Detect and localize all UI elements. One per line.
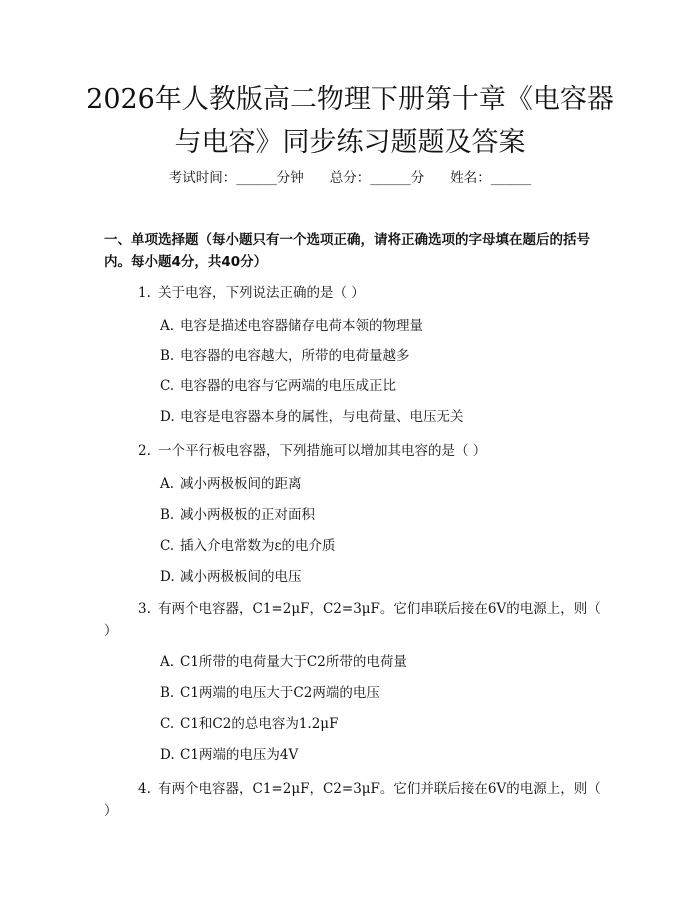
question-number: 2.	[138, 443, 151, 459]
question-number: 4.	[138, 781, 151, 797]
question-2	[104, 440, 604, 462]
question-stem: 关于电容，下列说法正确的是（ ）	[158, 285, 365, 301]
question-2-option-d: D. 减小两极板间的电压	[160, 569, 302, 585]
question-number: 1.	[138, 285, 151, 301]
question-number: 3.	[138, 601, 151, 617]
question-1-option-a: A. 电容是描述电容器储存电荷本领的物理量	[160, 318, 423, 334]
question-1-option-b: B. 电容器的电容越大，所带的电荷量越多	[160, 348, 410, 364]
document-title-line-2: 与电容》同步练习题题及答案	[174, 127, 526, 158]
question-3-option-d: D. C1两端的电压为4V	[160, 747, 299, 763]
question-1	[104, 282, 604, 304]
question-2-option-c: C. 插入介电常数为ε的电介质	[160, 538, 336, 554]
section-heading-single-choice: 一、单项选择题（每小题只有一个选项正确，请将正确选项的字母填在题后的括号内。每小题4分，共40分）	[104, 232, 590, 270]
document-title-line-1: 2026年人教版高二物理下册第十章《电容器	[86, 84, 614, 115]
question-3-option-c: C. C1和C2的总电容为1.2μF	[160, 716, 339, 732]
total-score-field: 总分：______分	[329, 170, 425, 186]
question-2-option-a: A. 减小两极板间的距离	[160, 476, 302, 492]
question-1-option-c: C. 电容器的电容与它两端的电压成正比	[160, 378, 396, 394]
question-2-option-b: B. 减小两极板的正对面积	[160, 507, 315, 523]
exam-info-line	[0, 168, 700, 188]
question-1-option-d: D. 电容是电容器本身的属性，与电荷量、电压无关	[160, 409, 464, 425]
student-name-field: 姓名：______	[450, 170, 532, 186]
exam-time-field: 考试时间：______分钟	[168, 170, 304, 186]
question-3	[104, 598, 604, 642]
question-stem: 有两个电容器，C1=2μF，C2=3μF。它们串联后接在6V的电源上，则（ ）	[104, 601, 601, 639]
question-stem: 一个平行板电容器，下列措施可以增加其电容的是（ ）	[158, 443, 487, 459]
question-4	[104, 778, 604, 822]
question-stem: 有两个电容器，C1=2μF，C2=3μF。它们并联后接在6V的电源上，则（ ）	[104, 781, 601, 819]
question-3-option-b: B. C1两端的电压大于C2两端的电压	[160, 685, 380, 701]
question-3-option-a: A. C1所带的电荷量大于C2所带的电荷量	[160, 654, 407, 670]
